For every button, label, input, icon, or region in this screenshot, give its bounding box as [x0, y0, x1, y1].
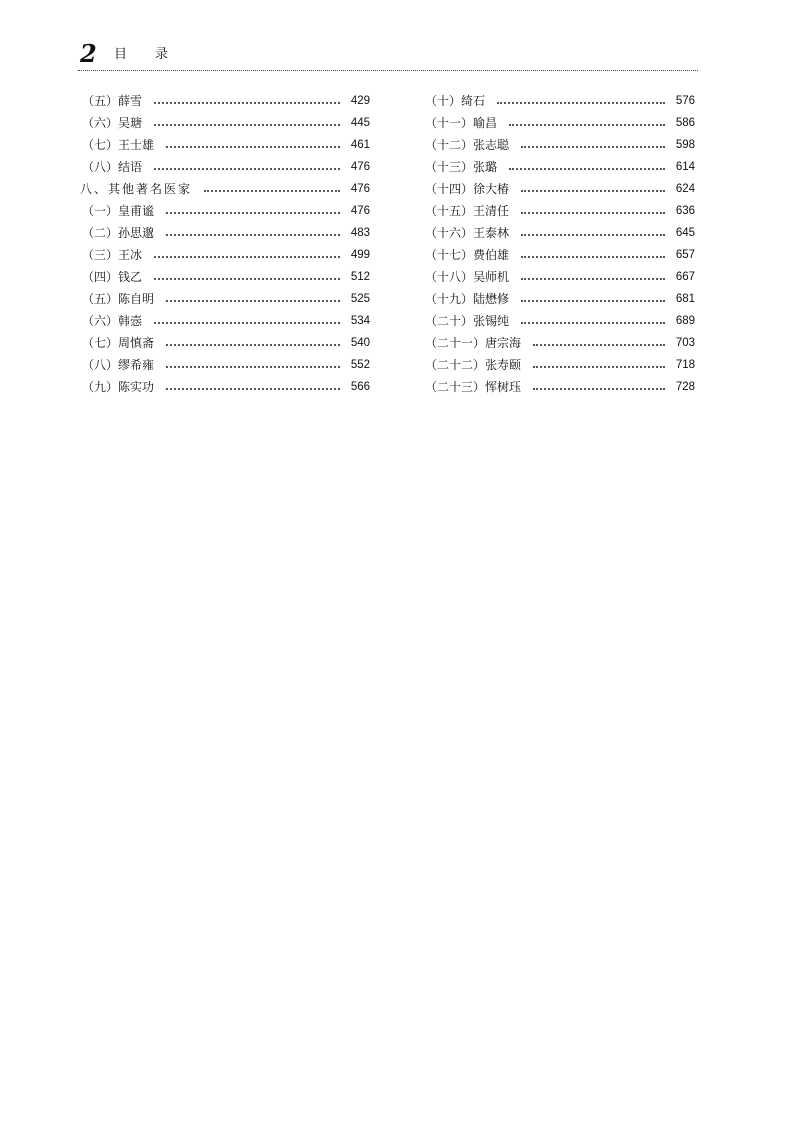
toc-entry-page: 728 [675, 381, 695, 393]
toc-entry-label: （二十二）张寿颐 [425, 358, 522, 372]
header-divider [78, 70, 698, 71]
dot-leader [166, 366, 340, 368]
dot-leader [521, 256, 665, 258]
toc-entry [423, 178, 695, 200]
toc-entry-label: （二十）张锡纯 [425, 314, 510, 328]
dot-leader [166, 234, 340, 236]
dot-leader [154, 168, 340, 170]
toc-entry-label: （三）王冰 [82, 248, 143, 262]
toc-entry [423, 222, 695, 244]
toc-entry-page: 429 [350, 95, 370, 107]
dot-leader [521, 322, 665, 324]
toc-entry-label: （一）皇甫谧 [82, 204, 155, 218]
toc-entry [80, 200, 370, 222]
toc-entry-page: 534 [350, 315, 370, 327]
toc-entry [423, 112, 695, 134]
toc-entry-label: （十四）徐大椿 [425, 182, 510, 196]
dot-leader [521, 190, 665, 192]
dot-leader [521, 234, 665, 236]
toc-entry [423, 288, 695, 310]
toc-entry-label: （十一）喻昌 [425, 116, 498, 130]
toc-entry-label: （八）缪希雍 [82, 358, 155, 372]
toc-entry-page: 540 [350, 337, 370, 349]
toc-entry [80, 112, 370, 134]
toc-entry [80, 244, 370, 266]
toc-entry-label: （二十一）唐宗海 [425, 336, 522, 350]
toc-entry-page: 657 [675, 249, 695, 261]
toc-entry-label: （八）结语 [82, 160, 143, 174]
toc-entry-page: 645 [675, 227, 695, 239]
toc-entry [80, 310, 370, 332]
dot-leader [166, 212, 340, 214]
dot-leader [166, 146, 340, 148]
dot-leader [154, 124, 340, 126]
dot-leader [166, 300, 340, 302]
dot-leader [533, 344, 665, 346]
toc-entry-label: （十）绮石 [425, 94, 486, 108]
toc-entry-label: （九）陈实功 [82, 380, 155, 394]
toc-entry-page: 689 [675, 315, 695, 327]
toc-entry-label: （十七）费伯雄 [425, 248, 510, 262]
toc-entry [423, 332, 695, 354]
toc-entry-page: 476 [350, 183, 370, 195]
toc-entry [80, 288, 370, 310]
toc-entry-page: 586 [675, 117, 695, 129]
toc-entry-page: 703 [675, 337, 695, 349]
toc-entry-page: 636 [675, 205, 695, 217]
toc-entry-label: （五）陈自明 [82, 292, 155, 306]
toc-entry-label: （六）韩悫 [82, 314, 143, 328]
toc-entry-page: 667 [675, 271, 695, 283]
toc-entry-label: （十二）张志聪 [425, 138, 510, 152]
dot-leader [521, 212, 665, 214]
toc-section-heading [80, 178, 370, 200]
toc-entry-label: （二十三）恽树珏 [425, 380, 522, 394]
dot-leader [154, 256, 340, 258]
toc-entry-label: （七）王士雄 [82, 138, 155, 152]
toc-entry [80, 266, 370, 288]
toc-entry [80, 332, 370, 354]
toc-entry-page: 445 [350, 117, 370, 129]
toc-entry-label: （七）周慎斋 [82, 336, 155, 350]
toc-entry [80, 222, 370, 244]
toc-entry [80, 354, 370, 376]
toc-entry-label: （二）孙思邈 [82, 226, 155, 240]
dot-leader [497, 102, 665, 104]
dot-leader [204, 190, 340, 192]
dot-leader [533, 388, 665, 390]
toc-entry [423, 244, 695, 266]
toc-right-column [423, 90, 695, 398]
page-number: 2 [80, 39, 97, 68]
toc-left-column [80, 90, 370, 398]
toc-entry-label: （十九）陆懋修 [425, 292, 510, 306]
toc-entry [80, 376, 370, 398]
toc-entry-label: （五）薛雪 [82, 94, 143, 108]
toc-entry [423, 266, 695, 288]
page-header [78, 40, 698, 72]
dot-leader [509, 124, 665, 126]
toc-entry-page: 566 [350, 381, 370, 393]
toc-entry-label: （十三）张璐 [425, 160, 498, 174]
dot-leader [154, 322, 340, 324]
toc-entry-page: 476 [350, 205, 370, 217]
dot-leader [521, 278, 665, 280]
toc-entry-page: 525 [350, 293, 370, 305]
toc-entry-page: 598 [675, 139, 695, 151]
toc-entry [423, 90, 695, 112]
dot-leader [166, 388, 340, 390]
dot-leader [154, 278, 340, 280]
toc-entry-page: 499 [350, 249, 370, 261]
toc-entry-label: （四）钱乙 [82, 270, 143, 284]
toc-entry-page: 624 [675, 183, 695, 195]
toc-entry [80, 134, 370, 156]
toc-entry [423, 134, 695, 156]
toc-entry-page: 576 [675, 95, 695, 107]
toc-entry [423, 354, 695, 376]
toc-entry [80, 156, 370, 178]
toc-entry [423, 376, 695, 398]
dot-leader [533, 366, 665, 368]
header-title: 目录 [114, 47, 197, 62]
toc-entry [423, 156, 695, 178]
toc-entry-label: （十八）吴师机 [425, 270, 510, 284]
toc-entry-label: （十五）王清任 [425, 204, 510, 218]
dot-leader [521, 146, 665, 148]
dot-leader [521, 300, 665, 302]
toc-entry-page: 483 [350, 227, 370, 239]
toc-entry [80, 90, 370, 112]
dot-leader [166, 344, 340, 346]
toc-entry-label: （十六）王泰林 [425, 226, 510, 240]
toc-entry-label: （六）吴瑭 [82, 116, 143, 130]
toc-entry [423, 310, 695, 332]
dot-leader [154, 102, 340, 104]
toc-entry-page: 461 [350, 139, 370, 151]
toc-entry-page: 614 [675, 161, 695, 173]
toc-entry-page: 681 [675, 293, 695, 305]
toc-entry-page: 476 [350, 161, 370, 173]
toc-section-label: 八、其他著名医家 [80, 182, 193, 196]
toc-entry [423, 200, 695, 222]
dot-leader [509, 168, 665, 170]
toc-entry-page: 718 [675, 359, 695, 371]
toc-entry-page: 552 [350, 359, 370, 371]
toc-entry-page: 512 [350, 271, 370, 283]
